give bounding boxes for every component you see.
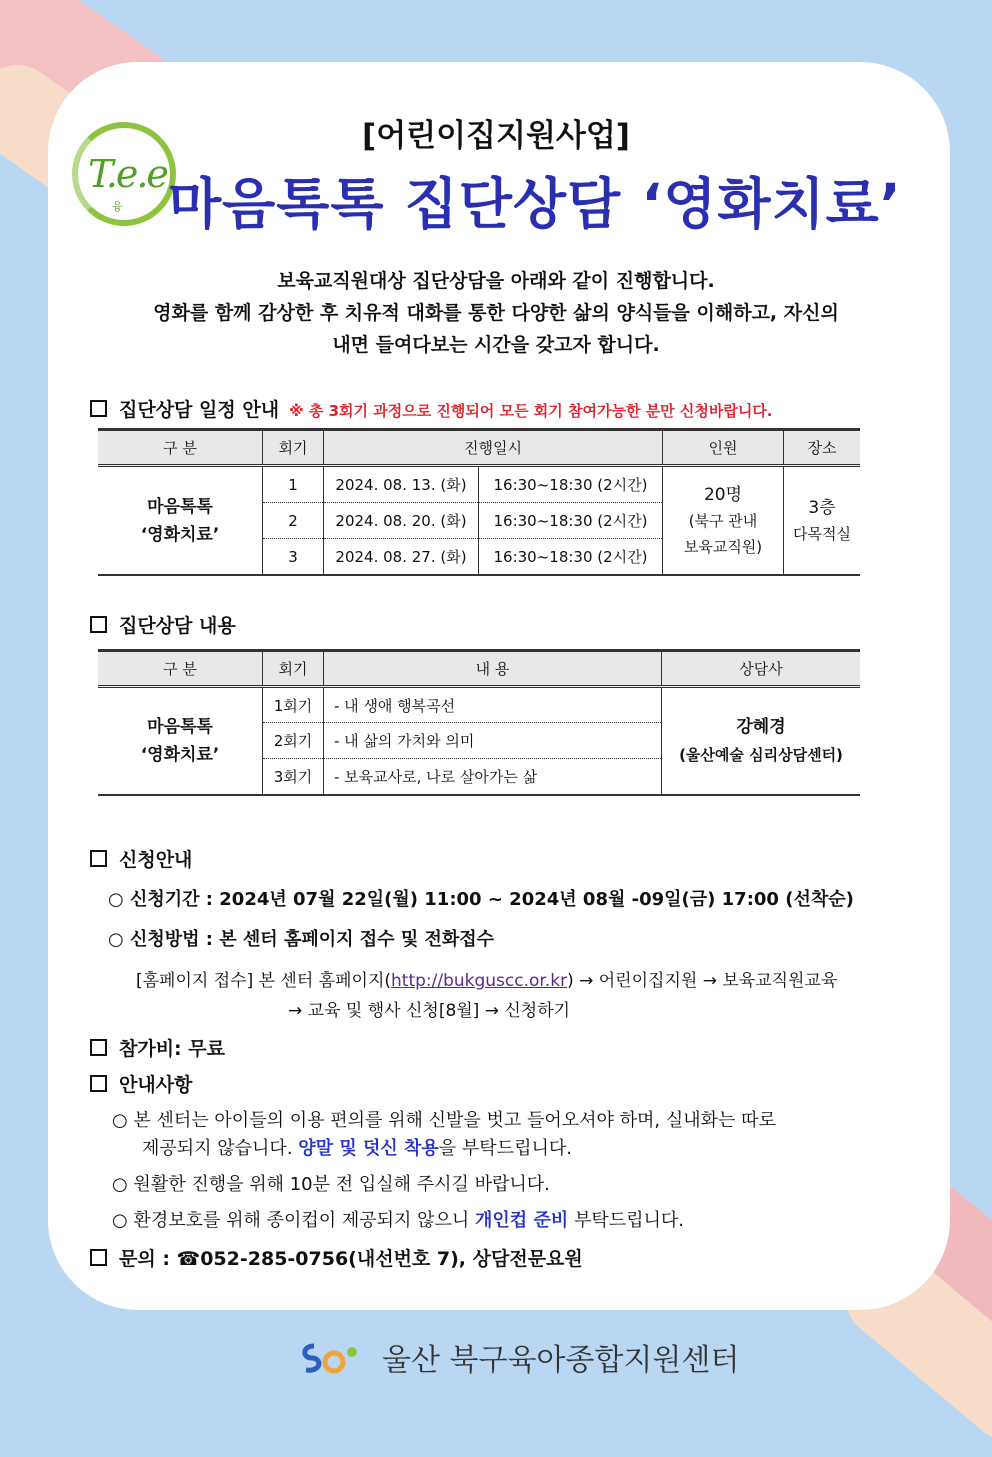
session-cell: 2	[263, 503, 324, 539]
intro-line: 내면 들여다보는 시간을 갖고자 합니다.	[332, 334, 660, 356]
apply-path: [홈페이지 접수] 본 센터 홈페이지(http://bukguscc.or.kr) → 어린이집지원 → 보육교직원교육	[136, 971, 838, 991]
intro-line: 영화를 함께 감상한 후 치유적 대화를 통한 다양한 삶의 양식들을 이해하고, 자신의	[153, 302, 839, 324]
content-cell: - 내 생애 행복곡선	[324, 687, 662, 723]
intro-line: 보육교직원대상 집단상담을 아래와 같이 진행합니다.	[277, 270, 715, 292]
apply-path-2: → 교육 및 행사 신청[8월] → 신청하기	[288, 1001, 571, 1021]
logo-text: T.e.e	[88, 152, 167, 196]
session-cell: 1	[263, 466, 324, 503]
page-title: 마음톡톡 집단상담 ‘영화치료’	[168, 172, 902, 236]
counselor-cell: 강혜경 (울산예술 심리상담센터)	[662, 687, 861, 795]
content-heading: 집단상담 내용	[90, 611, 236, 638]
center-logo-icon	[300, 1340, 360, 1376]
place-cell: 3층 다목적실	[784, 466, 861, 576]
homepage-link[interactable]: http://bukguscc.or.kr	[391, 971, 568, 991]
fee: 참가비: 무료	[90, 1034, 225, 1061]
notice-item: ○ 원활한 진행을 위해 10분 전 입실해 주시길 바랍니다.	[112, 1174, 550, 1195]
checkbox-icon	[90, 850, 107, 867]
content-cell: - 내 삶의 가치와 의미	[324, 723, 662, 759]
time-cell: 16:30~18:30 (2시간)	[479, 539, 663, 576]
date-cell: 2024. 08. 13. (화)	[324, 466, 479, 503]
apply-heading: 신청안내	[90, 845, 192, 872]
date-cell: 2024. 08. 27. (화)	[324, 539, 479, 576]
checkbox-icon	[90, 1249, 107, 1266]
apply-method: ○ 신청방법 : 본 센터 홈페이지 접수 및 전화접수	[108, 929, 495, 950]
session-cell: 3	[263, 539, 324, 576]
time-cell: 16:30~18:30 (2시간)	[479, 466, 663, 503]
program-name: 마음톡톡 ‘영화치료’	[98, 687, 263, 795]
checkbox-icon	[90, 616, 107, 633]
notice-heading: 안내사항	[90, 1070, 192, 1097]
contact: 문의 : ☎052-285-0756(내선번호 7), 상담전문요원	[90, 1244, 583, 1271]
capacity-cell: 20명 (북구 관내 보육교직원)	[663, 466, 784, 576]
logo-sub: 융	[112, 200, 123, 213]
session-cell: 3회기	[263, 759, 324, 795]
notice-item: ○ 환경보호를 위해 종이컵이 제공되지 않으니 개인컵 준비 부탁드립니다.	[112, 1210, 685, 1231]
notice-item: ○ 본 센터는 아이들의 이용 편의를 위해 신발을 벗고 들어오셔야 하며, 실내화는 따로	[112, 1110, 776, 1131]
apply-period: ○ 신청기간 : 2024년 07월 22일(월) 11:00 ~ 2024년 08월 -09일(금) 17:00 (선착순)	[108, 889, 854, 910]
session-cell: 2회기	[263, 723, 324, 759]
notice-item: 제공되지 않습니다. 양말 및 덧신 착용을 부탁드립니다.	[142, 1138, 572, 1159]
content-table: 구 분 회기 내 용 상담사 마음톡톡 ‘영화치료’ 1회기 - 내 생애 행복곡선 강혜경 (울산예술 심리상담센터) 2회기 - 내 삶의 가치와 의미 3회기 - 보육교사로, 나로 살아가는 삶	[98, 649, 860, 796]
schedule-note: ※ 총 3회기 과정으로 진행되어 모든 회기 참여가능한 분만 신청바랍니다.	[289, 402, 773, 420]
checkbox-icon	[90, 1075, 107, 1092]
footer-center-name: 울산 북구육아종합지원센터	[382, 1343, 740, 1378]
date-cell: 2024. 08. 20. (화)	[324, 503, 479, 539]
checkbox-icon	[90, 400, 107, 417]
session-cell: 1회기	[263, 687, 324, 723]
page-subtitle: [어린이집지원사업]	[362, 118, 630, 154]
program-name: 마음톡톡 ‘영화치료’	[98, 466, 263, 576]
schedule-table: 구 분 회기 진행일시 인원 장소 마음톡톡 ‘영화치료’ 1 2024. 08. 13. (화) 16:30~18:30 (2시간) 20명 (북구 관내 보육교직원) 3층 다목적실 2 2024. 08. 20. (화) 16:30~18:30 (2시간) 3 2024. 08. 27. (화) 16:30~18:30 (2시간)	[98, 428, 860, 576]
time-cell: 16:30~18:30 (2시간)	[479, 503, 663, 539]
checkbox-icon	[90, 1039, 107, 1056]
schedule-heading: 집단상담 일정 안내 ※ 총 3회기 과정으로 진행되어 모든 회기 참여가능한 분만 신청바랍니다.	[90, 395, 773, 422]
content-cell: - 보육교사로, 나로 살아가는 삶	[324, 759, 662, 795]
